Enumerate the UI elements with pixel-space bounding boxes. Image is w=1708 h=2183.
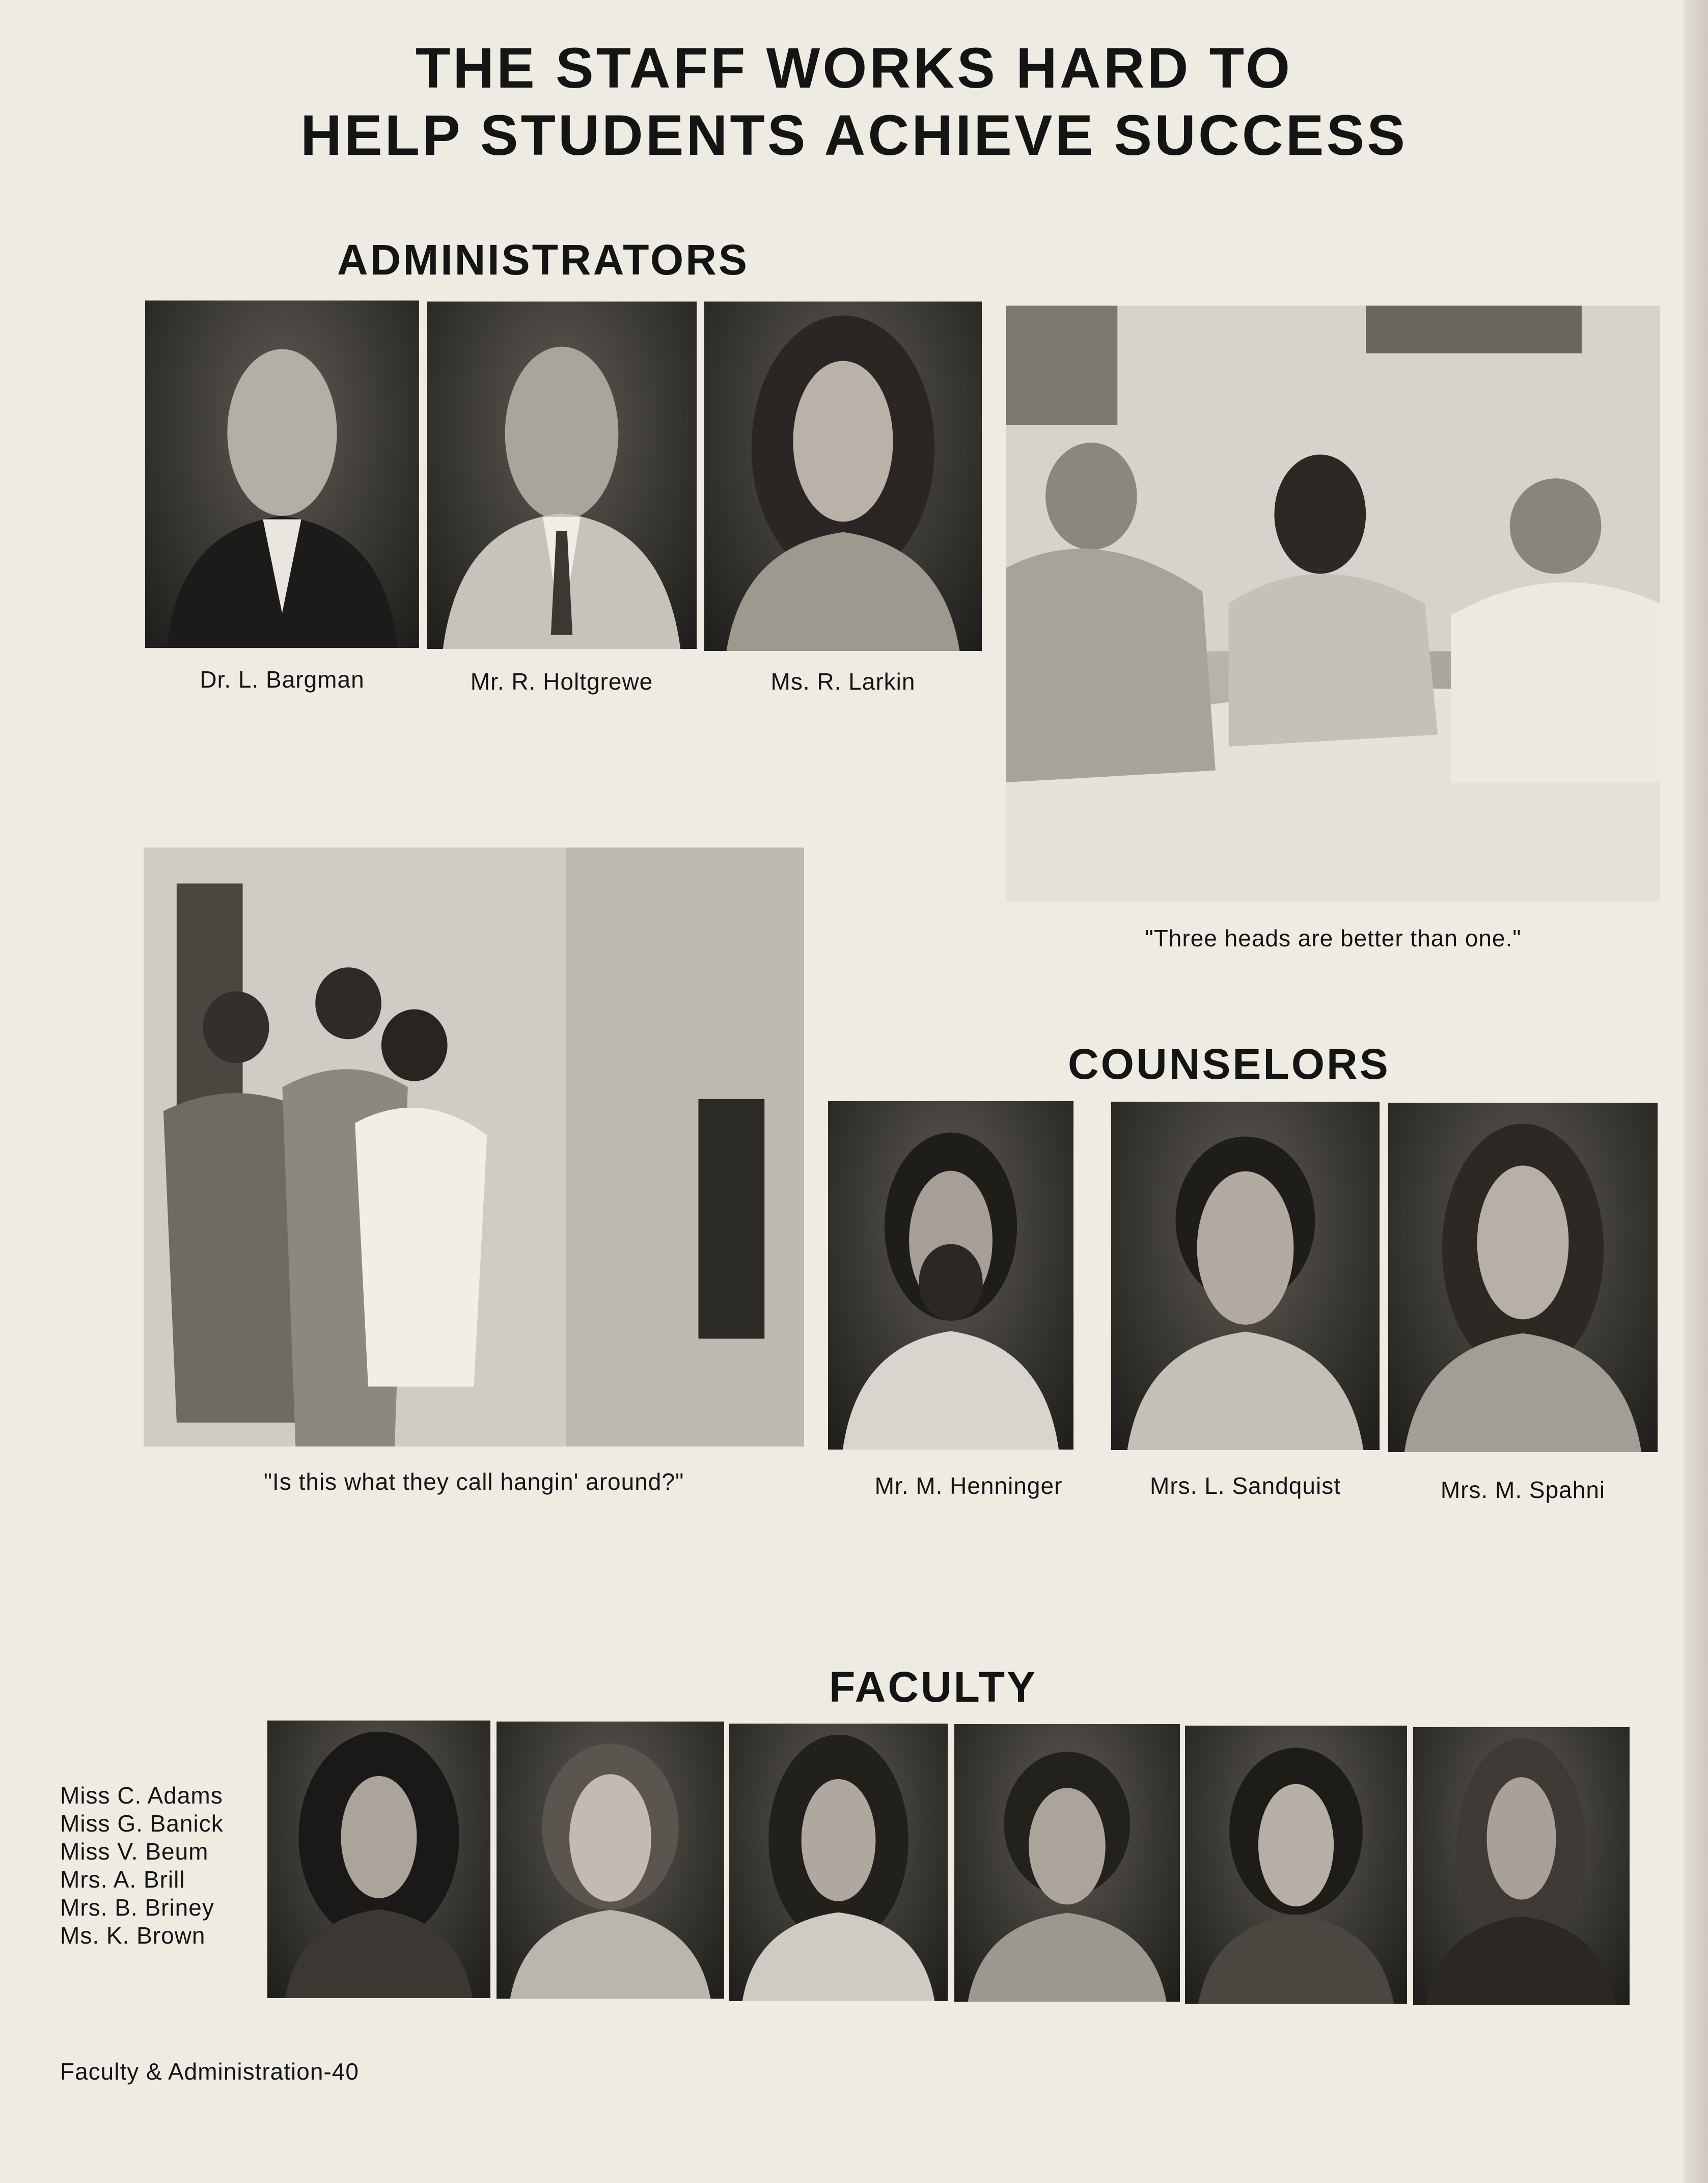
admin-3-name: Ms. R. Larkin [770, 668, 916, 695]
portrait-counselor-3 [1388, 1103, 1658, 1452]
admin-2-name: Mr. R. Holtgrewe [470, 668, 653, 695]
portrait-silhouette [828, 1101, 1073, 1450]
portrait-admin-3 [704, 302, 982, 651]
portrait-silhouette [267, 1721, 490, 1998]
portrait-faculty-1 [267, 1721, 490, 1998]
page-title-line-1: THE STAFF WORKS HARD TO [415, 36, 1293, 100]
page-edge [1684, 0, 1708, 2183]
portrait-silhouette [145, 301, 419, 648]
portrait-faculty-6 [1413, 1727, 1630, 2005]
portrait-silhouette [427, 302, 697, 649]
portrait-silhouette [729, 1724, 948, 2001]
portrait-silhouette [497, 1722, 724, 1999]
faculty-name: Mrs. B. Briney [60, 1894, 214, 1921]
faculty-name: Ms. K. Brown [60, 1922, 206, 1949]
hallway-scene [144, 848, 804, 1447]
faculty-name-list [60, 1782, 224, 1950]
portrait-faculty-2 [497, 1722, 724, 1999]
portrait-counselor-2 [1111, 1102, 1380, 1450]
counselor-2-name: Mrs. L. Sandquist [1150, 1472, 1341, 1499]
portrait-silhouette [954, 1724, 1180, 2002]
counselor-1-name: Mr. M. Henninger [874, 1472, 1063, 1499]
administrators-heading: ADMINISTRATORS [337, 236, 749, 284]
portrait-silhouette [1388, 1103, 1658, 1452]
admin-1-name: Dr. L. Bargman [200, 666, 365, 693]
portrait-silhouette [1111, 1102, 1380, 1450]
page-title-line-2: HELP STUDENTS ACHIEVE SUCCESS [300, 103, 1408, 167]
hallway-photo-caption: "Is this what they call hangin' around?" [263, 1468, 684, 1495]
page-title [0, 35, 1708, 169]
portrait-faculty-5 [1185, 1726, 1407, 2004]
faculty-name: Miss G. Banick [60, 1810, 224, 1837]
portrait-faculty-3 [729, 1724, 948, 2001]
faculty-name: Miss V. Beum [60, 1838, 209, 1865]
faculty-name: Miss C. Adams [60, 1782, 223, 1809]
hallway-photo [144, 848, 804, 1447]
group-photo-caption: "Three heads are better than one." [1145, 925, 1522, 951]
portrait-admin-2 [427, 302, 697, 649]
portrait-admin-1 [145, 301, 419, 648]
page-footer: Faculty & Administration-40 [60, 2058, 359, 2085]
portrait-counselor-1 [828, 1101, 1073, 1450]
portrait-faculty-4 [954, 1724, 1180, 2002]
portrait-silhouette [1413, 1727, 1630, 2005]
faculty-heading: FACULTY [829, 1663, 1038, 1711]
faculty-name: Mrs. A. Brill [60, 1866, 185, 1893]
portrait-silhouette [704, 302, 982, 651]
counselors-heading: COUNSELORS [1068, 1040, 1390, 1088]
group-photo-scene [1006, 306, 1660, 902]
counselor-3-name: Mrs. M. Spahni [1440, 1477, 1606, 1503]
administrators-group-photo [1006, 306, 1660, 902]
portrait-silhouette [1185, 1726, 1407, 2004]
